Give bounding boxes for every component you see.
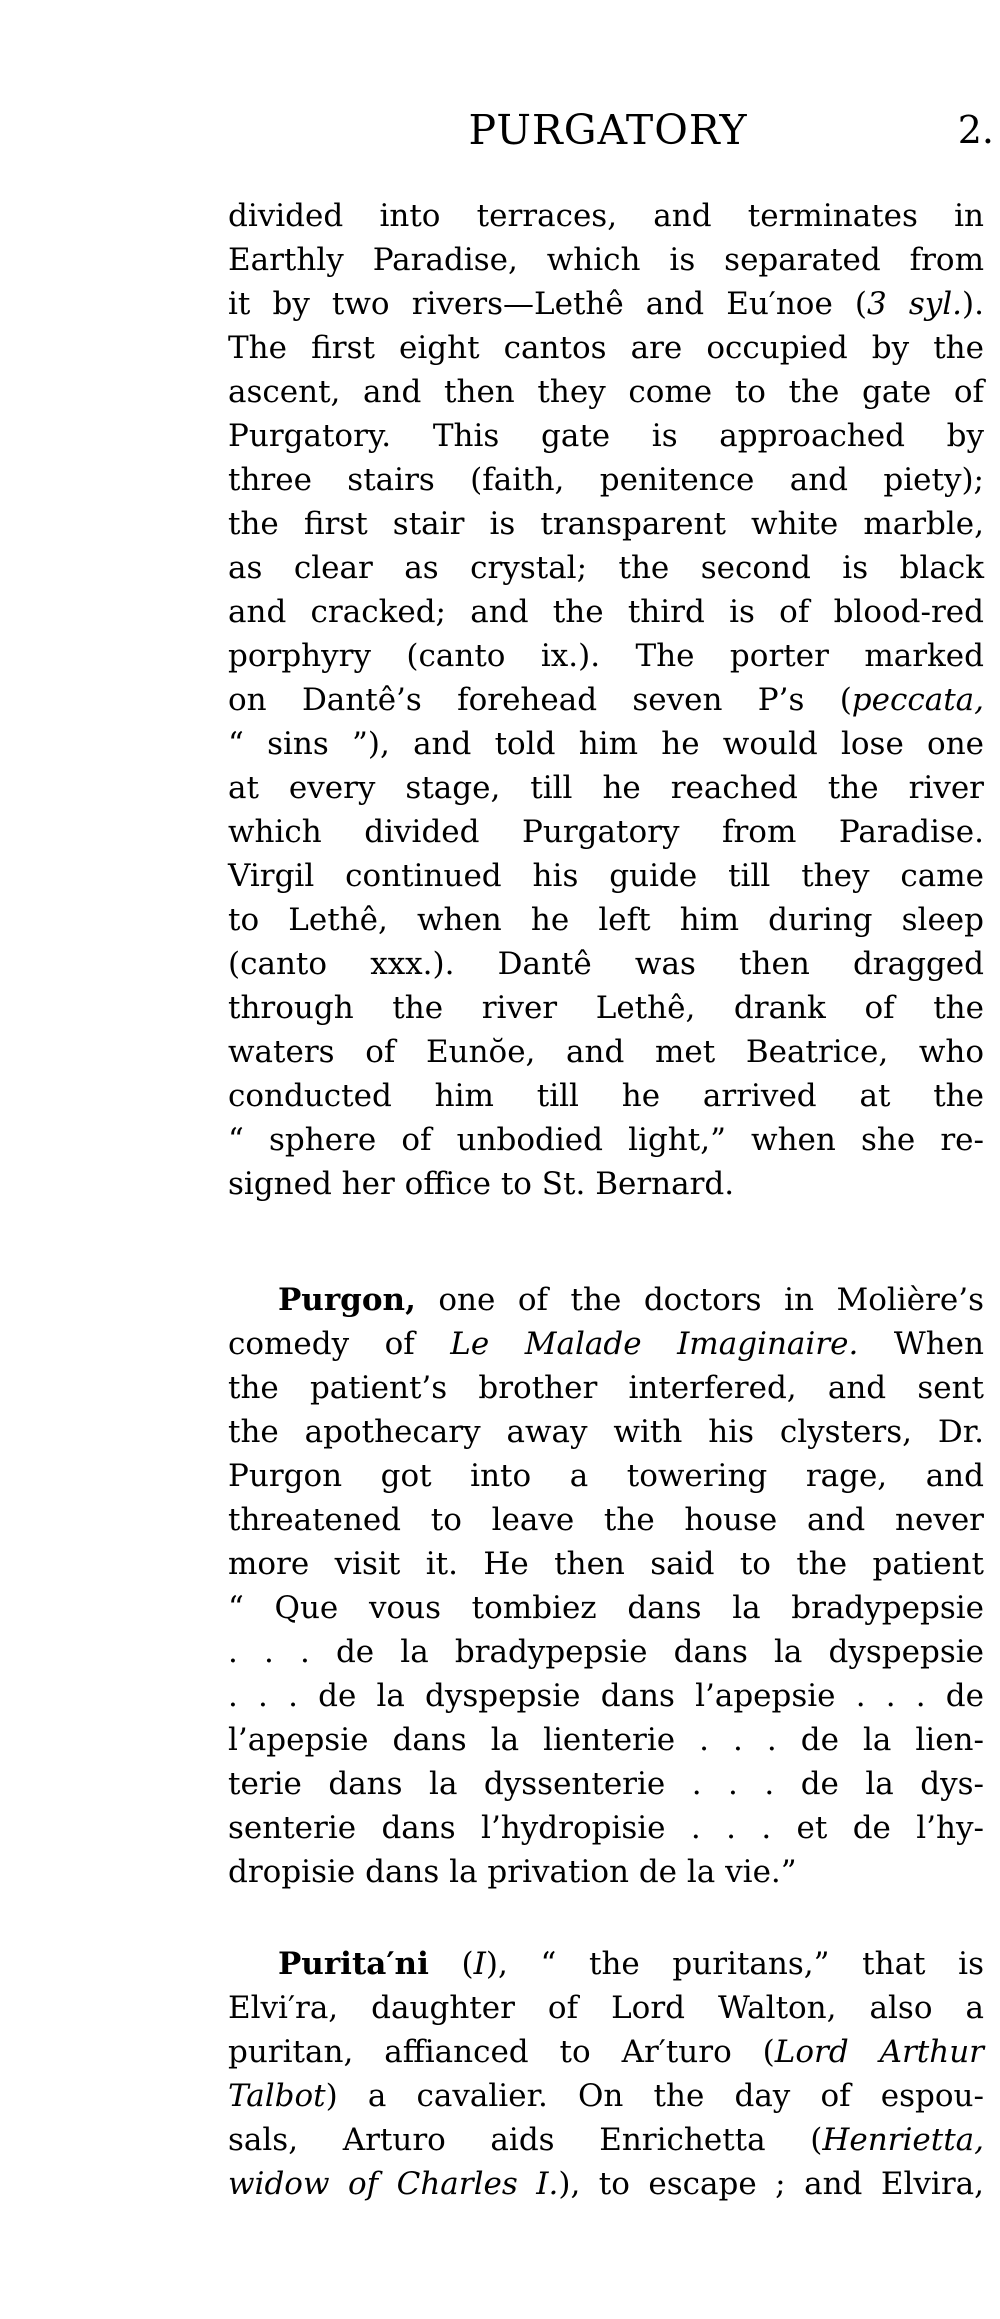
text-segment: one of the doctors in Molière’s: [415, 1282, 984, 1318]
text-segment: ascent, and then they come to the gate of: [228, 374, 984, 410]
text-line: [228, 722, 984, 766]
text-segment: Earthly Paradise, which is separated from: [228, 242, 984, 278]
text-line: [228, 634, 984, 678]
entry-headword: Purgon,: [278, 1282, 416, 1318]
text-line: [228, 2030, 984, 2074]
text-segment: (: [428, 1946, 474, 1982]
entry-puritani: [228, 1942, 984, 2206]
text-line: [228, 1586, 984, 1630]
entry-headword: Purita′ni: [278, 1946, 429, 1982]
text-line: [228, 854, 984, 898]
text-segment: conducted him till he arrived at the: [228, 1078, 984, 1114]
text-segment: Purgon got into a towering rage, and: [228, 1458, 984, 1494]
text-segment: Purgatory. This gate is approached by: [228, 418, 984, 454]
text-segment: three stairs (faith, penitence and piety);: [228, 462, 984, 498]
text-segment: the apothecary away with his clysters, Dr.: [228, 1414, 984, 1450]
text-line: [228, 326, 984, 370]
text-segment: Elvi′ra, daughter of Lord Walton, also a: [228, 1990, 984, 2026]
text-line: [228, 1674, 984, 1718]
text-segment: I: [473, 1946, 486, 1982]
text-line: [228, 1942, 984, 1986]
text-segment: comedy of: [228, 1326, 451, 1362]
text-segment: puritan, affianced to Ar′turo (: [228, 2034, 775, 2070]
text-segment: at every stage, till he reached the river: [228, 770, 984, 806]
text-segment: Le Malade Imaginaire.: [450, 1326, 859, 1362]
text-line: [228, 678, 984, 722]
text-segment: The first eight cantos are occupied by the: [228, 330, 984, 366]
text-segment: divided into terraces, and terminates in: [228, 198, 984, 234]
text-segment: widow of Charles I.: [228, 2166, 559, 2202]
text-segment: signed her office to St. Bernard.: [228, 1166, 735, 1202]
text-line: [228, 1850, 984, 1894]
text-segment: 3 syl.: [867, 286, 963, 322]
text-line: [228, 1366, 984, 1410]
page-number: 2.: [957, 108, 994, 152]
text-line: [228, 194, 984, 238]
text-segment: sals, Arturo aids Enrichetta (: [228, 2122, 823, 2158]
text-line: [228, 898, 984, 942]
text-line: [228, 1718, 984, 1762]
text-segment: dropisie dans la privation de la vie.”: [228, 1854, 797, 1890]
text-line: [228, 370, 984, 414]
text-segment: “ sins ”), and told him he would lose one: [228, 726, 984, 762]
text-segment: as clear as crystal; the second is black: [228, 550, 984, 586]
text-line: [228, 238, 984, 282]
text-line: [228, 1986, 984, 2030]
text-line: [228, 810, 984, 854]
text-segment: . . . de la dyspepsie dans l’apepsie . . . de: [228, 1678, 984, 1714]
text-line: [228, 1278, 984, 1322]
text-line: [228, 1762, 984, 1806]
text-segment: Lord Arthur: [774, 2034, 984, 2070]
entry-purgatory-continuation: [228, 194, 984, 1206]
text-segment: Talbot: [228, 2078, 326, 2114]
text-line: [228, 282, 984, 326]
text-segment: ) a cavalier. On the day of espou-: [325, 2078, 984, 2114]
page-header: [228, 100, 994, 160]
text-segment: which divided Purgatory from Paradise.: [228, 814, 984, 850]
text-line: [228, 1118, 984, 1162]
text-line: [228, 1322, 984, 1366]
text-line: [228, 1542, 984, 1586]
text-segment: senterie dans l’hydropisie . . . et de l’hy-: [228, 1810, 984, 1846]
text-line: [228, 458, 984, 502]
text-line: [228, 1162, 984, 1206]
entry-purgon: [228, 1278, 984, 1894]
text-segment: porphyry (canto ix.). The porter marked: [228, 638, 984, 674]
text-segment: “ sphere of unbodied light,” when she re-: [228, 1122, 984, 1158]
text-line: [228, 546, 984, 590]
text-segment: more visit it. He then said to the patient: [228, 1546, 984, 1582]
text-segment: waters of Eunŏe, and met Beatrice, who: [228, 1034, 984, 1070]
text-segment: threatened to leave the house and never: [228, 1502, 984, 1538]
text-line: [228, 1806, 984, 1850]
text-segment: on Dantê’s forehead seven P’s (: [228, 682, 852, 718]
text-segment: “ Que vous tombiez dans la bradypepsie: [228, 1590, 984, 1626]
text-segment: (canto xxx.). Dantê was then dragged: [228, 946, 984, 982]
text-line: [228, 766, 984, 810]
text-segment: to Lethê, when he left him during sleep: [228, 902, 984, 938]
text-line: [228, 986, 984, 1030]
text-segment: the first stair is transparent white marble,: [228, 506, 984, 542]
text-segment: and cracked; and the third is of blood-red: [228, 594, 984, 630]
text-line: [228, 1498, 984, 1542]
text-segment: ).: [962, 286, 984, 322]
text-line: [228, 942, 984, 986]
text-segment: . . . de la bradypepsie dans la dyspepsie: [228, 1634, 984, 1670]
text-segment: Virgil continued his guide till they came: [228, 858, 984, 894]
text-line: [228, 2074, 984, 2118]
text-line: [228, 1630, 984, 1674]
text-line: [228, 590, 984, 634]
text-segment: the patient’s brother interfered, and sent: [228, 1370, 984, 1406]
text-line: [228, 1074, 984, 1118]
text-line: [228, 414, 984, 458]
text-segment: When: [858, 1326, 984, 1362]
text-line: [228, 502, 984, 546]
text-segment: through the river Lethê, drank of the: [228, 990, 984, 1026]
text-segment: ), to escape ; and Elvira,: [558, 2166, 984, 2202]
text-line: [228, 2118, 984, 2162]
text-segment: Henrietta,: [822, 2122, 984, 2158]
text-segment: ), “ the puritans,” that is: [485, 1946, 984, 1982]
text-segment: l’apepsie dans la lienterie . . . de la lien-: [228, 1722, 984, 1758]
text-line: [228, 1030, 984, 1074]
running-title: PURGATORY: [468, 106, 748, 154]
text-segment: terie dans la dyssenterie . . . de la dys-: [228, 1766, 984, 1802]
text-line: [228, 1410, 984, 1454]
text-segment: it by two rivers—Lethê and Eu′noe (: [228, 286, 868, 322]
text-line: [228, 2162, 984, 2206]
text-line: [228, 1454, 984, 1498]
text-segment: peccata,: [851, 682, 984, 718]
